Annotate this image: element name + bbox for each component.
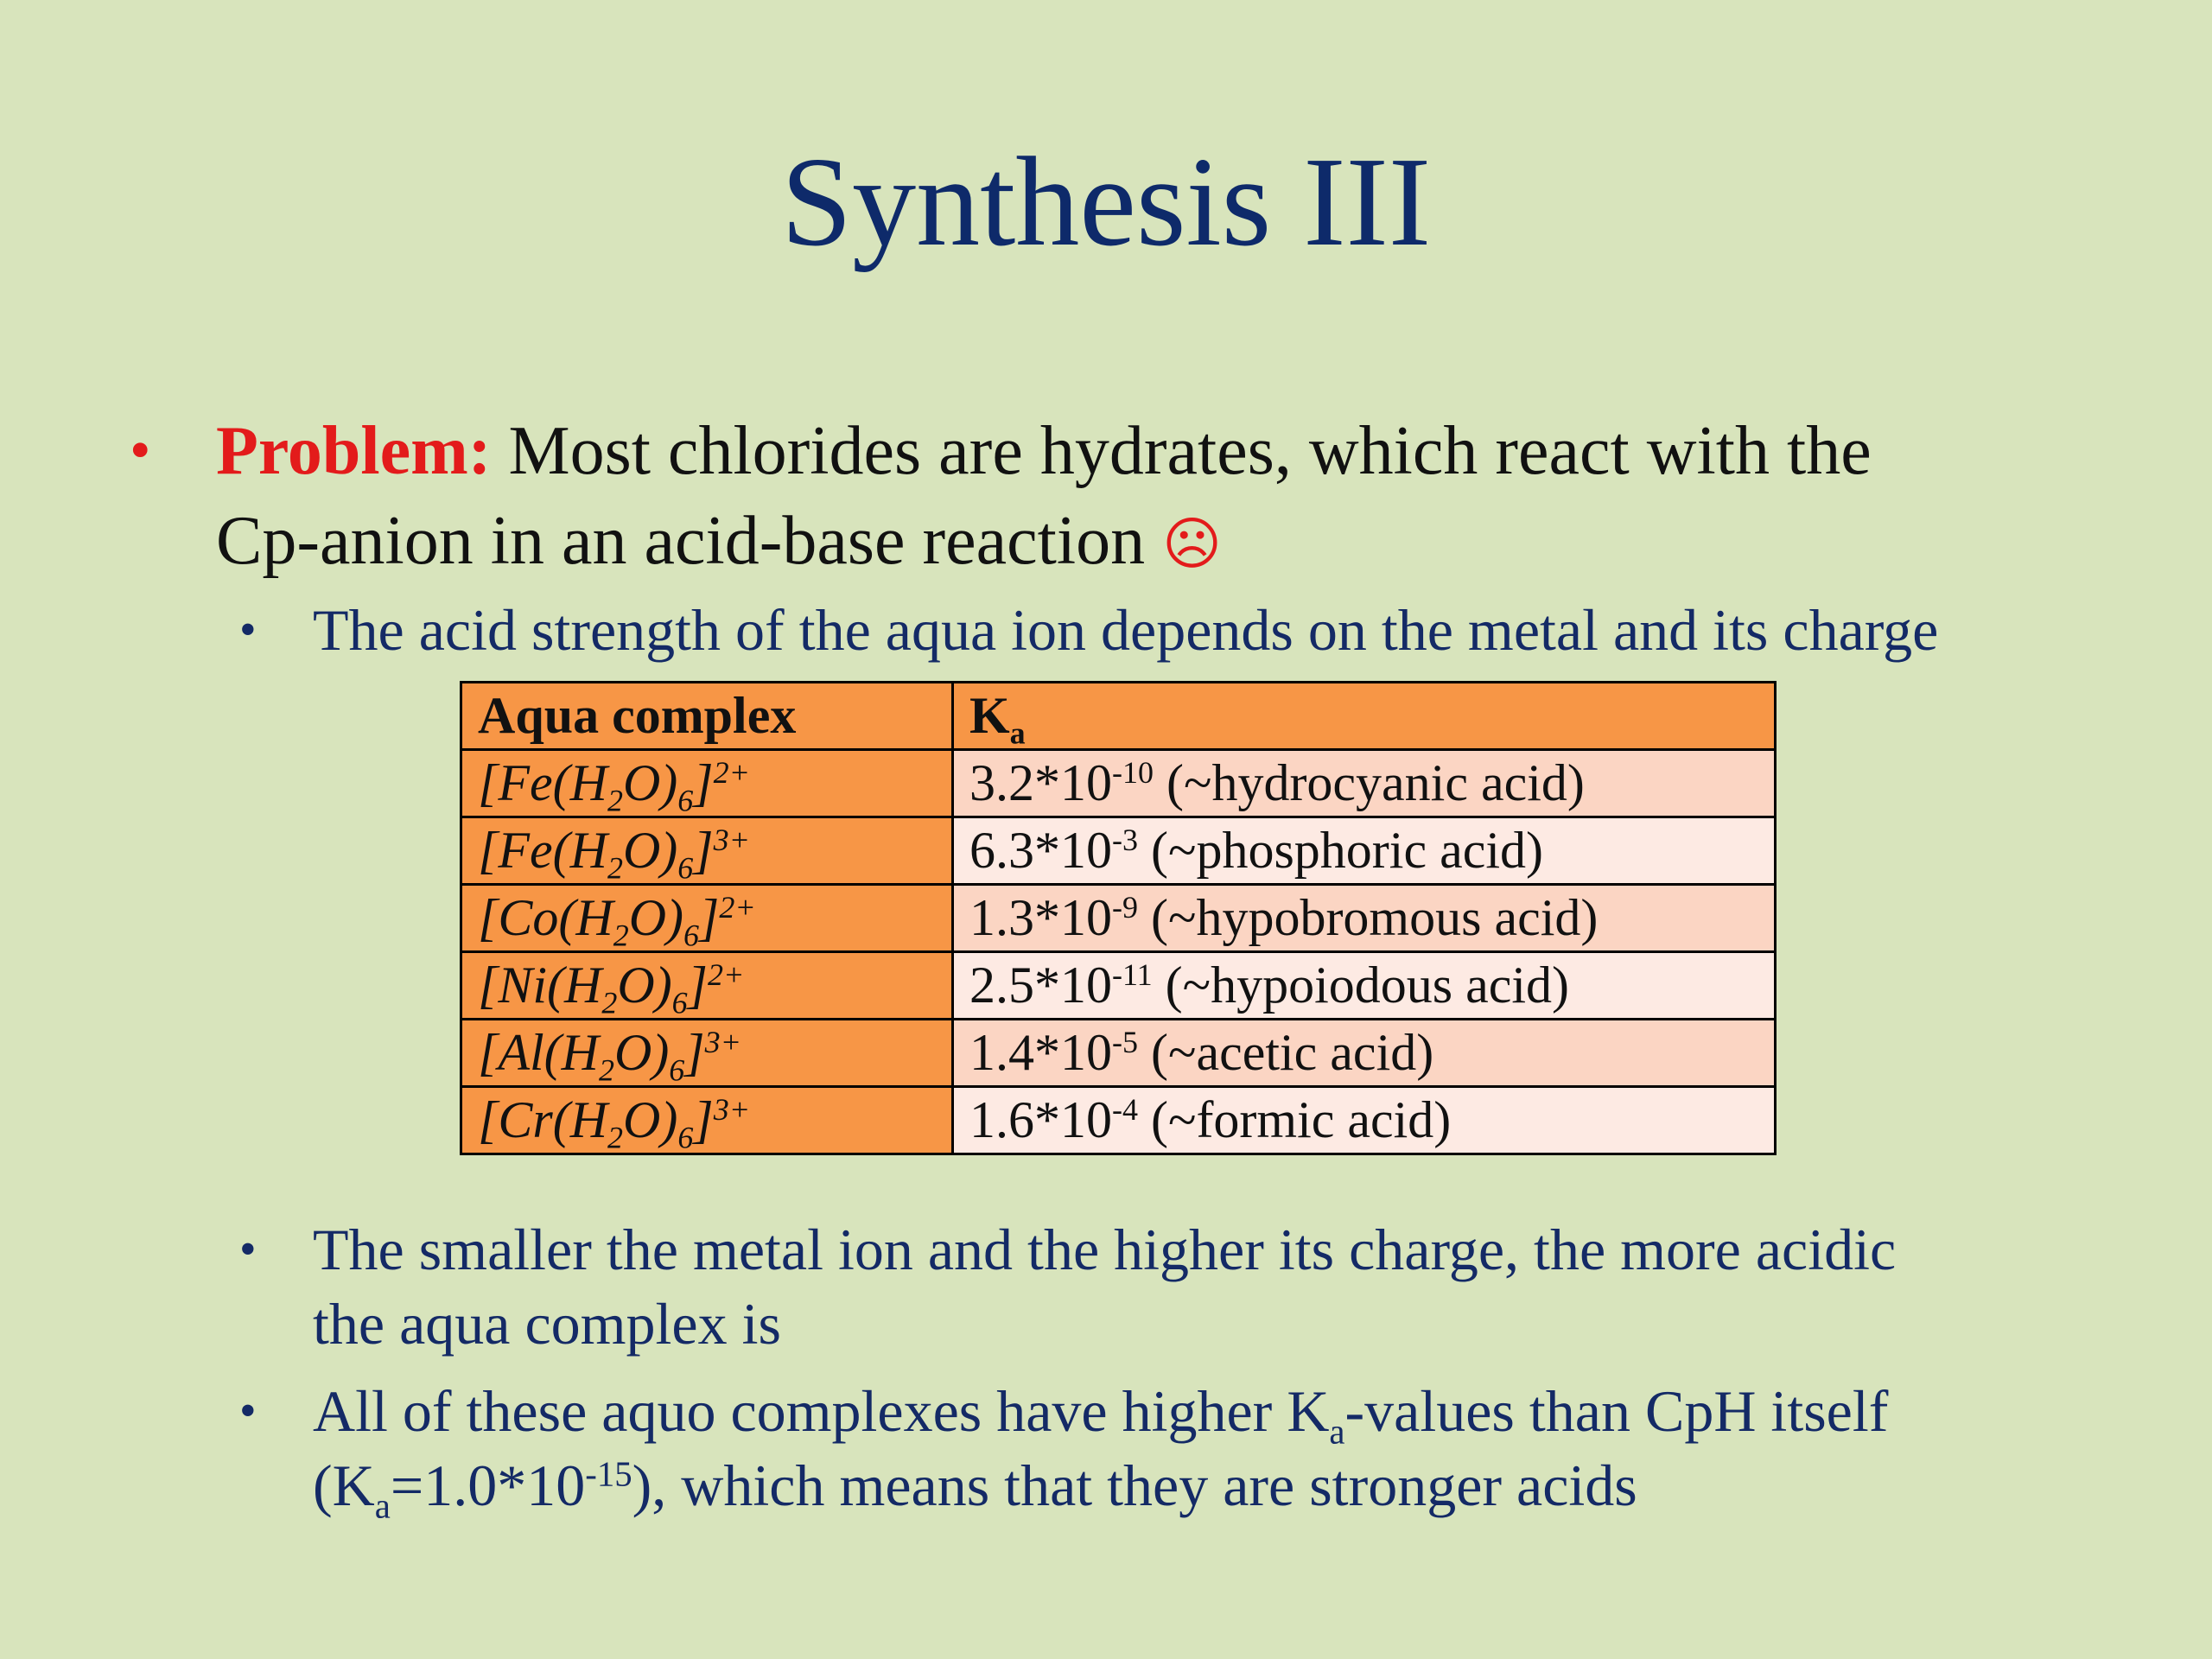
ka-value-cell: $1.4*10^{-5}$ (~acetic acid) <box>953 1020 1776 1087</box>
table-row <box>461 885 1776 952</box>
header-ka: $K_a$ <box>953 683 1776 750</box>
ka-value-cell: $1.6*10^{-4}$ (~formic acid) <box>953 1087 1776 1154</box>
table-row <box>461 952 1776 1020</box>
problem-bullet <box>130 406 2074 589</box>
ka-table <box>460 681 1777 1155</box>
aquo-text: All of these aquo complexes have higher $K_a$-values than CpH itself $(K_a=1.0*10^{-15})$, which means that they are stronger acids <box>313 1378 1889 1526</box>
aqua-complex-cell: $[Fe(H_2O)_6]^{3+}$ <box>461 817 953 885</box>
header-aqua-complex: Aqua complex <box>461 683 953 750</box>
aqua-complex-cell: $[Fe(H_2O)_6]^{2+}$ <box>461 750 953 817</box>
smaller-ion-line2: the aqua complex is <box>313 1291 781 1357</box>
bullet-dot: • <box>130 417 151 484</box>
bullet-dot: • <box>239 1384 257 1438</box>
aquo-complex-bullet <box>239 1374 2041 1526</box>
problem-text-line1: Most chlorides are hydrates, which react with the <box>508 413 1872 489</box>
aqua-complex-cell: $[Cr(H_2O)_6]^{3+}$ <box>461 1087 953 1154</box>
bullet-dot: • <box>239 603 257 657</box>
table-row <box>461 1087 1776 1154</box>
slide-title: Synthesis III <box>780 131 1432 273</box>
ka-value-cell: $2.5*10^{-11}$ (~hypoiodous acid) <box>953 952 1776 1020</box>
smaller-ion-line1: The smaller the metal ion and the higher its charge, the more acidic <box>313 1217 1897 1282</box>
table-row <box>461 817 1776 885</box>
frown-icon: ☹ <box>1162 511 1222 577</box>
aqua-complex-cell: $[Ni(H_2O)_6]^{2+}$ <box>461 952 953 1020</box>
aqua-complex-cell: $[Co(H_2O)_6]^{2+}$ <box>461 885 953 952</box>
aqua-complex-cell: $[Al(H_2O)_6]^{3+}$ <box>461 1020 953 1087</box>
acid-strength-bullet <box>239 593 2041 667</box>
ka-value-cell: $6.3*10^{-3}$ (~phosphoric acid) <box>953 817 1776 885</box>
ka-value-cell: $1.3*10^{-9}$ (~hypobromous acid) <box>953 885 1776 952</box>
problem-text-line2: Cp-anion in an acid-base reaction <box>216 503 1146 579</box>
bullet-dot: • <box>239 1223 257 1276</box>
table-row <box>461 1020 1776 1087</box>
table-header-row <box>461 683 1776 750</box>
acid-strength-text: The acid strength of the aqua ion depends on the metal and its charge <box>313 597 1939 663</box>
smaller-ion-bullet <box>239 1212 2041 1361</box>
problem-label: Problem: <box>216 413 492 489</box>
ka-value-cell: $3.2*10^{-10}$ (~hydrocyanic acid) <box>953 750 1776 817</box>
table-row <box>461 750 1776 817</box>
